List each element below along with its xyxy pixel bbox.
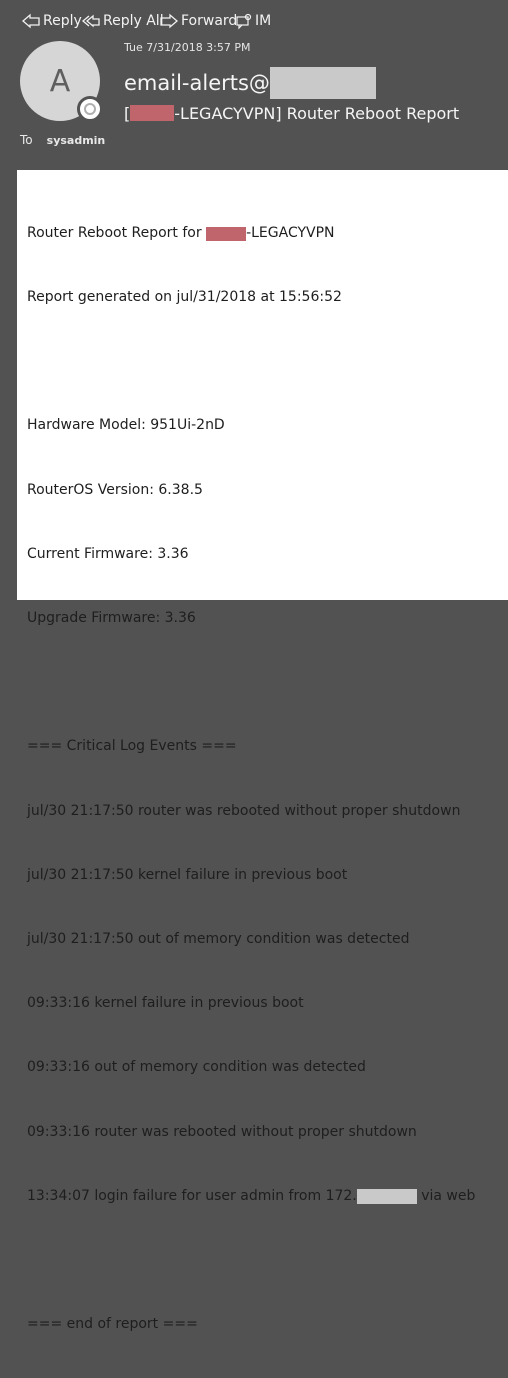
subject-line [124,102,459,124]
redacted-host [206,227,246,241]
report-title: Router Reboot Report for -LEGACYVPN [27,224,335,241]
sender-address[interactable] [124,68,376,98]
subject-text: -LEGACYVPN] Router Reboot Report [174,103,460,123]
log-event: 09:33:16 kernel failure in previous boot [27,995,304,1012]
hardware-model: Hardware Model: 951Ui-2nD [27,417,225,434]
forward-label: Forward [181,13,238,29]
reply-button[interactable] [22,10,82,32]
log-event: jul/30 21:17:50 out of memory condition was detected [27,931,410,948]
redacted-domain [270,67,376,99]
reply-icon [22,13,40,29]
current-firmware: Current Firmware: 3.36 [27,545,189,562]
forward-icon [160,13,178,29]
forward-button[interactable] [160,10,237,32]
end-of-report: === end of report === [27,1316,198,1333]
redacted-host [130,105,174,121]
log-event-login-failure: 13:34:07 login failure for user admin from 172. via web [27,1187,476,1204]
reply-all-label: Reply All [103,13,164,29]
subject-open-bracket: [ [124,103,131,123]
redacted-ip [357,1189,417,1204]
log-event: jul/30 21:17:50 router was rebooted without proper shutdown [27,802,461,819]
upgrade-firmware: Upgrade Firmware: 3.36 [27,610,196,627]
toolbar [0,0,508,38]
to-label: To [20,133,33,147]
critical-events-header: === Critical Log Events === [27,738,237,755]
recipient[interactable]: sysadmin [46,133,106,147]
to-row [20,132,105,148]
log-event: jul/30 21:17:50 kernel failure in previous boot [27,866,348,883]
message-header [0,38,508,166]
message-body [17,170,508,1333]
reply-label: Reply [43,13,82,29]
report-generated: Report generated on jul/31/2018 at 15:56:52 [27,289,342,306]
presence-status-icon [77,96,103,122]
im-icon [236,13,252,29]
log-event: 09:33:16 router was rebooted without proper shutdown [27,1123,417,1140]
reply-all-button[interactable] [82,10,164,32]
sender-prefix: email-alerts@ [124,71,270,95]
log-event: 09:33:16 out of memory condition was detected [27,1059,366,1076]
im-label: IM [255,13,272,29]
routeros-version: RouterOS Version: 6.38.5 [27,481,203,498]
im-button[interactable] [236,10,271,32]
reply-all-icon [82,13,100,29]
avatar-initial: A [49,63,71,99]
sent-datetime: Tue 7/31/2018 3:57 PM [124,41,251,54]
